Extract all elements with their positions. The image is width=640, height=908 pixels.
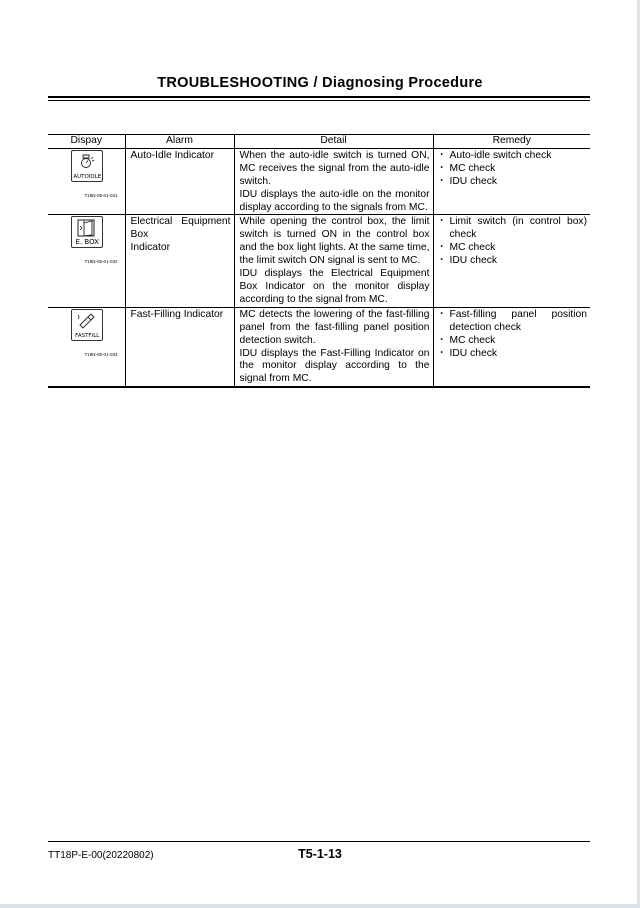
remedy-list bbox=[439, 150, 588, 189]
column-header-remedy: Remedy bbox=[433, 135, 590, 149]
document-code: TT18P-E-00(20220802) bbox=[48, 850, 154, 861]
detail-paragraph: MC detects the lowering of the fast-filling panel from the fast-filling panel position detection switch. bbox=[239, 308, 430, 346]
remedy-item: ・ Auto-idle switch check bbox=[439, 150, 588, 163]
table-row bbox=[48, 148, 590, 215]
page-number: T5-1-13 bbox=[298, 847, 342, 861]
detail-paragraph: IDU displays the Electrical Equipment Box Indicator on the monitor display according to the signal from MC. bbox=[239, 268, 430, 305]
fast-filling-icon-label: FASTFILL bbox=[75, 332, 100, 339]
display-cell bbox=[48, 148, 125, 215]
column-header-detail: Detail bbox=[234, 135, 433, 149]
page-edge-bottom bbox=[0, 904, 640, 908]
remedy-list bbox=[439, 309, 588, 361]
header-rule-thin bbox=[48, 100, 590, 101]
electrical-box-icon bbox=[71, 216, 103, 248]
remedy-cell bbox=[433, 307, 590, 387]
detail-paragraph: When the auto-idle switch is turned ON, MC receives the signal from the auto-idle switch. bbox=[239, 149, 430, 187]
auto-idle-icon-label: AUTOIDLE bbox=[73, 173, 102, 180]
footer-rule bbox=[48, 841, 590, 842]
remedy-item: ・ MC check bbox=[439, 163, 588, 176]
detail-cell bbox=[234, 148, 433, 215]
detail-paragraph: IDU displays the auto-idle on the monitor display according to the signals from MC. bbox=[239, 188, 430, 213]
figure-id: T18N-05-01-031 bbox=[84, 192, 118, 198]
table-row bbox=[48, 307, 590, 387]
troubleshooting-table bbox=[48, 134, 590, 388]
detail-paragraph: While opening the control box, the limit switch is turned ON in the control box and the box light lights. At the same time, the limit switch ON signal is sent to MC. bbox=[239, 216, 430, 267]
detail-cell bbox=[234, 307, 433, 387]
alarm-cell: Fast-Filling Indicator bbox=[125, 307, 234, 387]
alarm-cell: Auto-Idle Indicator bbox=[125, 148, 234, 215]
remedy-item: ・ IDU check bbox=[439, 255, 588, 268]
alarm-text: Electrical Equipment Box bbox=[130, 216, 231, 241]
remedy-item: ・ MC check bbox=[439, 335, 588, 348]
table-row bbox=[48, 215, 590, 307]
alarm-cell bbox=[125, 215, 234, 307]
display-cell bbox=[48, 215, 125, 307]
display-cell bbox=[48, 307, 125, 387]
alarm-text: Indicator bbox=[130, 242, 170, 254]
remedy-list bbox=[439, 216, 588, 268]
electrical-box-icon-label: E. BOX bbox=[75, 238, 99, 247]
detail-cell bbox=[234, 215, 433, 307]
remedy-item: ・ Fast-filling panel position detection check bbox=[439, 309, 588, 335]
column-header-display: Dispay bbox=[48, 135, 125, 149]
detail-paragraph: IDU displays the Fast-Filling Indicator on the monitor display according to the signal from MC. bbox=[239, 347, 430, 385]
fast-filling-icon bbox=[71, 309, 103, 341]
auto-idle-icon bbox=[71, 150, 103, 182]
figure-id: T18N-05-01-033 bbox=[84, 351, 118, 357]
remedy-item: ・ IDU check bbox=[439, 176, 588, 189]
page-title: TROUBLESHOOTING / Diagnosing Procedure bbox=[157, 75, 483, 91]
remedy-item: ・ MC check bbox=[439, 242, 588, 255]
remedy-item: ・ IDU check bbox=[439, 348, 588, 361]
remedy-cell bbox=[433, 215, 590, 307]
figure-id: T18N-05-01-032 bbox=[84, 259, 118, 265]
remedy-cell bbox=[433, 148, 590, 215]
table-header-row bbox=[48, 135, 590, 149]
column-header-alarm: Alarm bbox=[125, 135, 234, 149]
remedy-item: ・ Limit switch (in control box) check bbox=[439, 216, 588, 242]
header-rule-thick bbox=[48, 96, 590, 98]
